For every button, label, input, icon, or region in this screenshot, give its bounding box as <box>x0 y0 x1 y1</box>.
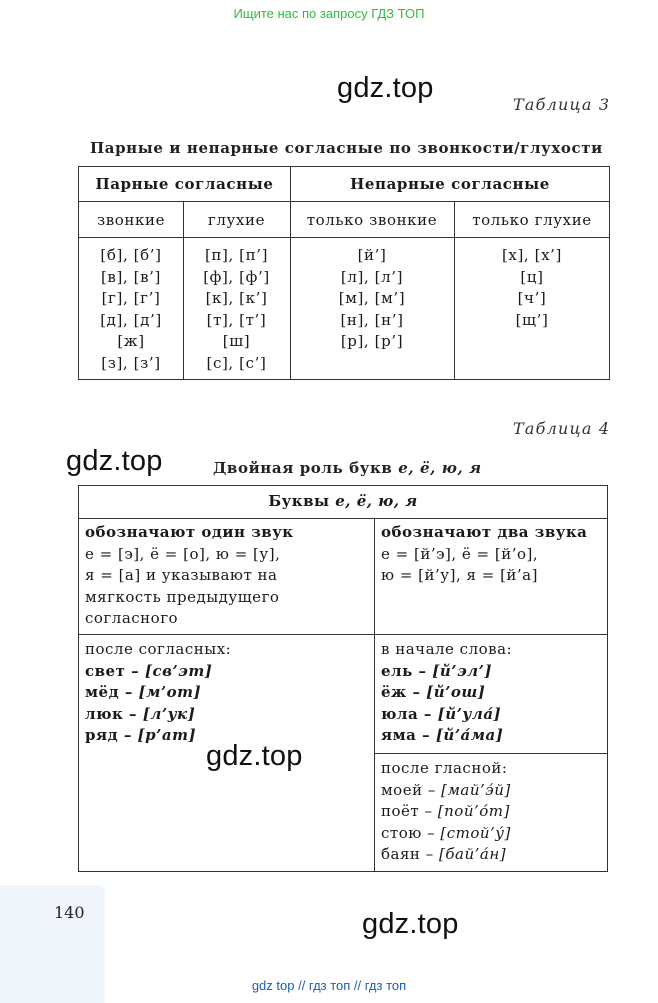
cell: [ч’] <box>517 289 547 307</box>
example-row <box>381 704 603 726</box>
example-word: свет <box>85 661 126 680</box>
dash: – <box>427 780 436 799</box>
word-start-cell <box>381 639 603 747</box>
footer-links[interactable]: gdz top // гдз топ // гдз топ <box>251 978 407 993</box>
example-word: люк <box>85 704 124 723</box>
example-row <box>381 801 603 823</box>
table3-caption: Парные и непарные согласные по звонкости/глухости <box>90 139 603 157</box>
dash: – <box>131 661 140 680</box>
watermark: gdz.top <box>337 72 434 104</box>
example-row <box>85 682 370 704</box>
page-number: 140 <box>54 903 85 922</box>
dash: – <box>123 726 132 744</box>
table4 <box>78 485 608 872</box>
dash: – <box>424 802 433 820</box>
after-vowel-cell <box>381 758 603 866</box>
caption-letters: е, ё, ю, я <box>398 459 482 477</box>
sub-header-only-voiceless: только глухие <box>472 211 592 229</box>
transcription: [й’эл’] <box>432 661 492 680</box>
example-row <box>85 704 370 726</box>
cell: [й’] <box>357 246 387 264</box>
dash: – <box>412 683 421 701</box>
after-consonants-cell <box>85 639 370 747</box>
table-divider <box>374 753 607 754</box>
cell: [г], [г’] <box>101 289 161 307</box>
group-header-paired: Парные согласные <box>95 175 274 193</box>
two-sounds-cell <box>381 522 603 587</box>
cell: [н], [н’] <box>340 310 404 329</box>
example-word: моей <box>381 780 423 799</box>
dash: – <box>423 704 432 723</box>
cell: [в], [в’] <box>100 267 161 286</box>
table3-label: Таблица 3 <box>513 95 611 114</box>
sub-header-only-voiced: только звонкие <box>306 211 438 229</box>
transcription: [л’ук] <box>142 704 196 723</box>
table-divider <box>79 634 607 635</box>
transcription: [бай’а́н] <box>439 845 507 863</box>
table-divider <box>79 201 609 202</box>
example-row <box>381 823 603 845</box>
example-row <box>381 844 603 866</box>
transcription: [й’а́ма] <box>435 726 504 744</box>
transcription: [пой’о́т] <box>437 802 510 820</box>
one-sound-cell <box>85 522 370 630</box>
table3 <box>78 166 610 380</box>
one-sound-line: согласного <box>85 609 179 627</box>
dash: – <box>129 704 138 723</box>
cell: [м], [м’] <box>338 289 406 307</box>
example-word: стою <box>381 823 422 842</box>
after-vowel-title: после гласной: <box>381 759 508 777</box>
one-sound-line: я = [а] и указывают на <box>85 566 278 584</box>
cell: [с], [с’] <box>206 353 267 372</box>
cell: [ц] <box>520 267 544 286</box>
example-row <box>381 682 603 704</box>
transcription: [май’э́й] <box>441 780 511 799</box>
cell: [б], [б’] <box>100 246 162 264</box>
example-word: ель <box>381 661 413 680</box>
cell: [х], [х’] <box>501 246 563 264</box>
dash: – <box>427 823 436 842</box>
header-text: Буквы <box>268 492 336 510</box>
cell: [п], [п’] <box>204 246 269 264</box>
transcription: [м’от] <box>138 683 202 701</box>
example-word: баян <box>381 845 421 863</box>
example-word: яма <box>381 726 417 744</box>
transcription: [й’ош] <box>426 683 486 701</box>
sub-header-voiceless: глухие <box>207 211 266 229</box>
two-sounds-title: обозначают два звука <box>381 523 588 541</box>
column-voiceless <box>183 245 290 374</box>
dash: – <box>124 683 133 701</box>
example-word: ёж <box>381 683 407 701</box>
table-divider <box>79 518 607 519</box>
dash: – <box>422 726 431 744</box>
cell: [д], [д’] <box>100 310 162 329</box>
watermark: gdz.top <box>206 740 303 772</box>
after-consonants-title: после согласных: <box>85 640 232 658</box>
one-sound-line: е = [э], ё = [о], ю = [у], <box>85 544 281 563</box>
column-only-voiceless <box>454 245 610 331</box>
word-start-title: в начале слова: <box>381 640 513 658</box>
cell: [ф], [ф’] <box>203 267 270 286</box>
transcription: [стой’у́] <box>440 823 511 842</box>
example-word: поёт <box>381 802 420 820</box>
cell: [ш] <box>222 332 251 350</box>
cell: [т], [т’] <box>206 310 267 329</box>
table-divider <box>79 237 609 238</box>
transcription: [св’эт] <box>144 661 213 680</box>
example-word: мёд <box>85 683 120 701</box>
transcription: [й’ула́] <box>437 704 502 723</box>
dash: – <box>425 845 434 863</box>
example-row <box>381 661 603 683</box>
dash: – <box>418 661 427 680</box>
cell: [ж] <box>117 332 145 350</box>
example-row <box>381 780 603 802</box>
example-word: ряд <box>85 726 119 744</box>
table4-caption <box>213 459 482 477</box>
watermark: gdz.top <box>66 445 163 477</box>
caption-text: Двойная роль букв <box>213 459 399 477</box>
two-sounds-line: е = [й’э], ё = [й’о], <box>381 544 539 563</box>
table4-header <box>79 492 607 510</box>
example-word: юла <box>381 704 419 723</box>
example-row <box>85 661 370 683</box>
cell: [л], [л’] <box>340 267 404 286</box>
one-sound-line: мягкость предыдущего <box>85 587 280 606</box>
two-sounds-line: ю = [й’у], я = [й’а] <box>381 566 538 584</box>
table-divider <box>374 518 375 871</box>
one-sound-title: обозначают один звук <box>85 523 294 541</box>
example-row <box>85 725 370 747</box>
cell: [щ’] <box>515 310 549 329</box>
watermark: gdz.top <box>362 908 459 940</box>
group-header-unpaired: Непарные согласные <box>350 175 550 193</box>
sub-header-voiced: звонкие <box>96 211 166 229</box>
transcription: [р’ат] <box>137 726 197 744</box>
header-letters: е, ё, ю, я <box>335 492 418 510</box>
cell: [з], [з’] <box>101 353 161 372</box>
column-only-voiced <box>290 245 454 353</box>
top-banner[interactable]: Ищите нас по запросу ГДЗ ТОП <box>233 6 425 21</box>
cell: [р], [р’] <box>340 332 404 350</box>
example-row <box>381 725 603 747</box>
table4-label: Таблица 4 <box>513 419 611 438</box>
column-voiced <box>79 245 183 374</box>
cell: [к], [к’] <box>205 289 268 307</box>
